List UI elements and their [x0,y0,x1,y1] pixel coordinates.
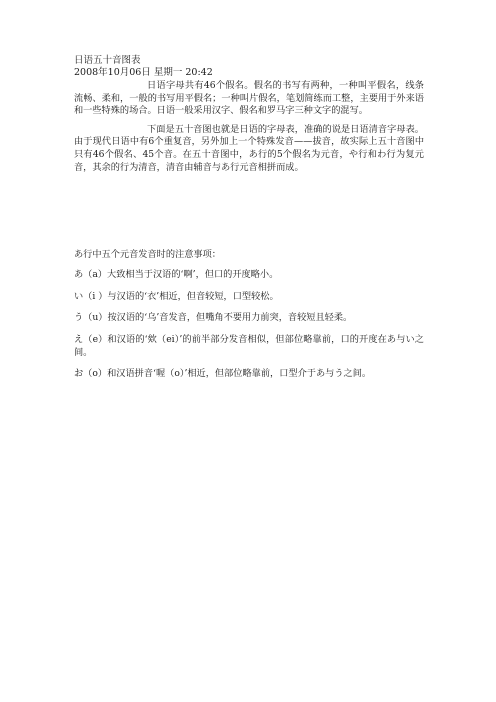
note-a: あ（a）大致相当于汉语的‘啊’，但口的开度略小。 [74,269,279,281]
document-body [74,55,424,390]
note-e: え（e）和汉语的‘欸（ei）’的前半部分发音相似，但部位略靠前，口的开度在あ与い之间。 [74,333,424,358]
note-u: う（u）按汉语的‘乌’音发音，但嘴角不要用力前突，音较短且轻柔。 [74,312,353,324]
missing-image-space [74,174,424,249]
table-description-paragraph: 下面是五十音图也就是日语的字母表，准确的说是日语清音字母表。由于现代日语中有6个重复音，另外加上一个特殊发音——拔音，故实际上五十音图中只有46个假名、45个音。在五十音图中，あ行的5个假名为元音，や行和わ行为复元音，其余的行为清音，清音由辅音与あ行元音相拼而成。 [74,123,424,173]
document-title: 日语五十音图表 [74,55,141,66]
post-date: 2008年10月06日 星期一 20:42 [74,67,213,78]
note-o: お（o）和汉语拼音‘喔（o）’相近，但部位略靠前，口型介于あ与う之间。 [74,368,372,380]
note-i: い（i ）与汉语的‘衣’相近，但音较短，口型较松。 [74,290,279,302]
notes-heading: あ行中五个元音发音时的注意事项： [74,249,221,261]
intro-paragraph: 日语字母共有46个假名。假名的书写有两种，一种叫平假名，线条流畅、柔和，一般的书写用平假名；一种叫片假名，笔划简练而工整，主要用于外来语和一些特殊的场合。日语一般采用汉字、假名和罗马字三种文字的混写。 [74,80,424,117]
